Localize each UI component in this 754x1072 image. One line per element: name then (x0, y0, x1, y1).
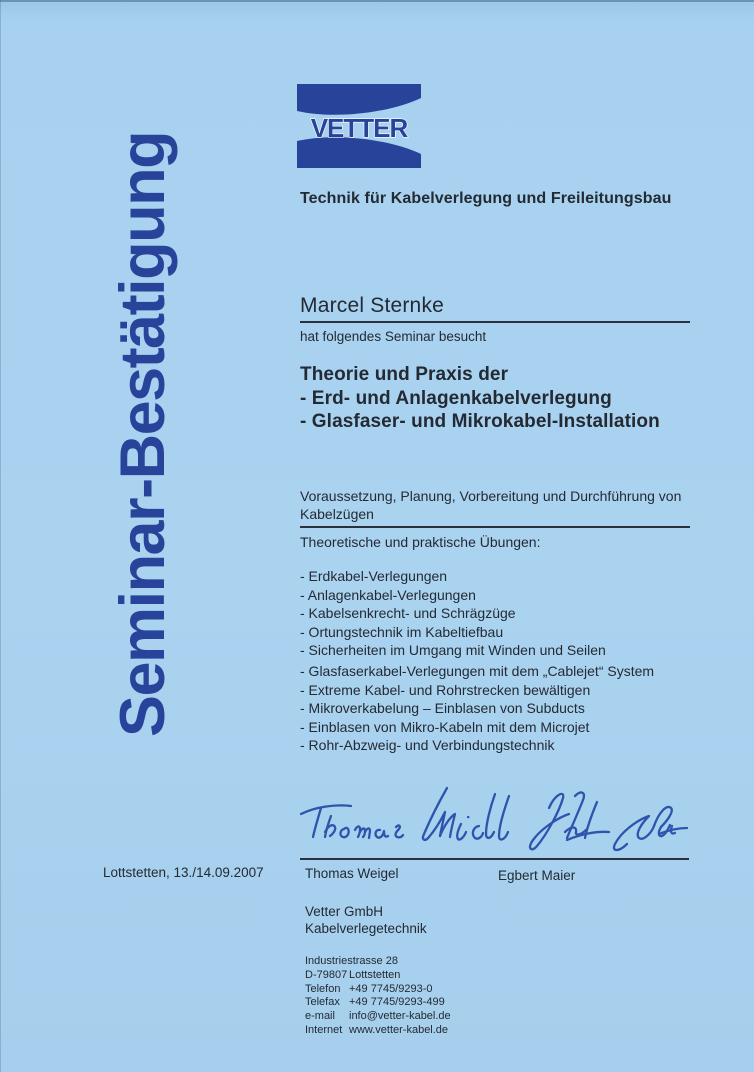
list-item: - Sicherheiten im Umgang mit Winden und Seilen (300, 642, 606, 658)
signature-egbert-maier (530, 793, 687, 850)
signer1-name: Thomas Weigel (305, 866, 399, 881)
list-item: - Erdkabel-Verlegungen (300, 568, 448, 584)
address-street: Industriestrasse 28 (305, 955, 398, 967)
address-label: Internet (305, 1023, 343, 1036)
list-item: - Einblasen von Mikro-Kabeln mit dem Microjet (300, 718, 590, 735)
side-banner-title: Seminar-Bestätigung (108, 131, 178, 737)
address-row (305, 1024, 451, 1038)
handwritten-signatures (295, 780, 695, 863)
list-item: - Anlagenkabel-Verlegungen (300, 586, 476, 603)
company-division: Kabelverlegetechnik (305, 920, 427, 936)
list-item: - Glasfaserkabel-Verlegungen mit dem „Cablejet“ System (300, 663, 655, 679)
participant-block (300, 294, 690, 344)
address-row (305, 996, 451, 1010)
scan-edge-top (0, 0, 754, 2)
address-label: e-mail (305, 1010, 335, 1023)
signature-names-row (300, 858, 689, 881)
company-tagline: Technik für Kabelverlegung und Freileitungsbau (300, 190, 672, 207)
address-row (305, 1010, 451, 1024)
list-item: - Kabelsenkrecht- und Schrägzüge (300, 605, 516, 621)
company-block (305, 904, 427, 937)
seminar-title-line: Theorie und Praxis der (300, 364, 509, 385)
address-value: info@vetter-kabel.de (349, 1010, 451, 1023)
address-label: Telefon (305, 982, 341, 995)
address-label: D-79807 (305, 968, 348, 981)
exercise-list-group2 (300, 662, 654, 755)
address-row (305, 969, 451, 983)
seminar-description-line: Kabelzügen (300, 505, 374, 522)
exercise-list-group1 (300, 567, 606, 660)
vetter-logo (297, 84, 421, 168)
address-value: +49 7745/9293-0 (349, 982, 433, 995)
signature-thomas-weigel (301, 788, 509, 840)
seminar-title-line: - Erd- und Anlagenkabelverlegung (300, 387, 612, 409)
list-item: - Ortungstechnik im Kabeltiefbau (300, 623, 504, 640)
address-value: www.vetter-kabel.de (349, 1023, 449, 1036)
address-row (305, 983, 451, 997)
participant-note: hat folgendes Seminar besucht (300, 329, 487, 344)
list-item: - Extreme Kabel- und Rohrstrecken bewältigen (300, 681, 591, 698)
participant-name: Marcel Sternke (300, 294, 690, 323)
scan-edge-left (0, 0, 1, 1072)
exercises-heading: Theoretische und praktische Übungen: (300, 534, 541, 550)
signer2-name: Egbert Maier (498, 868, 576, 883)
address-block (305, 955, 451, 1038)
list-item: - Mikroverkabelung – Einblasen von Subducts (300, 700, 585, 716)
seminar-description-line: Voraussetzung, Planung, Vorbereitung und Durchführung von (300, 488, 682, 504)
seminar-title (300, 363, 660, 434)
list-item: - Rohr-Abzweig- und Verbindungstechnik (300, 737, 555, 753)
company-name: Vetter GmbH (305, 904, 384, 919)
logo-top-shape (297, 84, 421, 115)
vetter-logo-icon (297, 84, 421, 168)
address-label: Telefax (305, 996, 340, 1009)
seminar-description (300, 488, 690, 528)
seminar-title-line: - Glasfaser- und Mikrokabel-Installation (300, 411, 660, 432)
logo-wordmark: VETTER (310, 113, 408, 143)
address-value: Lottstetten (349, 968, 401, 981)
address-value: +49 7745/9293-499 (349, 996, 445, 1009)
place-and-date: Lottstetten, 13./14.09.2007 (103, 865, 264, 880)
